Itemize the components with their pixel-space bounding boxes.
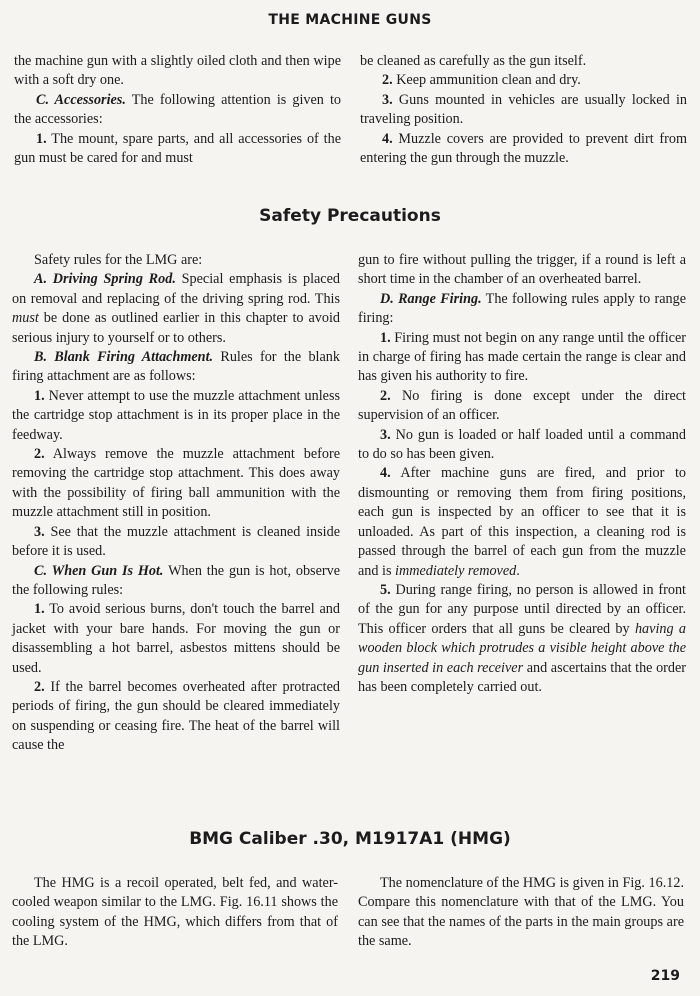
item-number: 2. <box>34 678 45 695</box>
item-number: 1. <box>34 601 45 618</box>
paragraph-text: Always remove the muzzle attachment before removing the cartridge stop attachment. This does away with the possibility of firing ball ammunition with the muzzle attachment still in position. <box>12 446 340 521</box>
paragraph-text: be done as outlined earlier in this chapter to avoid serious injury to yourself or to others. <box>12 310 340 346</box>
top-right-column <box>360 52 687 168</box>
paragraph-text: Never attempt to use the muzzle attachment unless the cartridge stop attachment is in its proper place in the feedway. <box>12 387 340 443</box>
paragraph-text: be cleaned as carefully as the gun itself. <box>360 53 587 69</box>
paragraph-text: The nomenclature of the HMG is given in Fig. 16.12. Compare this nomenclature with that of the LMG. You can see that the names of the parts in the main groups are the same. <box>358 875 684 950</box>
emphasis-text: having a wooden block which protrudes a visible height above the gun inserted in each receiver <box>358 620 686 676</box>
numbered-item <box>360 91 687 130</box>
numbered-item <box>358 426 686 465</box>
paragraph-text: During range firing, no person is allowed in front of the gun for any purpose until directed by an officer. This officer orders that all guns be cleared by <box>358 581 686 637</box>
paragraph-text: After machine guns are fired, and prior to dismounting or removing them from firing positions, each gun is inspected by an officer to see that it is unloaded. As part of this inspection, a cleaning rod is passed through the barrel of each gun from the muzzle and is <box>358 465 686 579</box>
subsection-heading: C. When Gun Is Hot. <box>34 562 164 579</box>
paragraph-text: Special emphasis is placed on removal and replacing of the driving spring rod. This <box>12 271 340 307</box>
subsection-paragraph <box>12 562 340 601</box>
paragraph-text: The mount, spare parts, and all accessories of the gun must be cared for and must <box>14 130 341 167</box>
subsection-heading: D. Range Firing. <box>380 290 482 307</box>
paragraph-text: No gun is loaded or half loaded until a command to do so has been given. <box>358 426 686 463</box>
item-number: 2. <box>380 387 391 404</box>
item-number: 4. <box>382 130 393 147</box>
paragraph-text: See that the muzzle attachment is cleaned inside before it is used. <box>12 523 340 560</box>
numbered-item <box>360 130 687 169</box>
subsection-heading: B. Blank Firing Attachment. <box>34 349 214 366</box>
top-left-column <box>14 52 341 168</box>
item-number: 3. <box>382 91 393 108</box>
item-number: 1. <box>34 387 45 404</box>
paragraph <box>12 874 338 952</box>
subsection-paragraph <box>358 290 686 329</box>
safety-left-column <box>12 251 340 756</box>
subsection-paragraph <box>12 270 340 348</box>
paragraph-continuation <box>14 52 341 91</box>
section-title-bmg: BMG Caliber .30, M1917A1 (HMG) <box>189 829 511 849</box>
paragraph-text: To avoid serious burns, don't touch the barrel and jacket with your bare hands. For moving the gun or disassembling a hot barrel, asbestos mittens should be used. <box>12 601 340 676</box>
numbered-item <box>12 445 340 523</box>
item-number: 1. <box>36 130 47 147</box>
item-number: 1. <box>380 329 391 346</box>
paragraph-text: No firing is done except under the direct supervision of an officer. <box>358 387 686 424</box>
numbered-item <box>358 387 686 426</box>
item-number: 4. <box>380 465 391 482</box>
emphasis-text: must <box>12 310 39 327</box>
numbered-item <box>358 329 686 387</box>
paragraph-text: The HMG is a recoil operated, belt fed, and water-cooled weapon similar to the LMG. Fig. 16.11 shows the cooling system of the HMG, which differs from that of the LMG. <box>12 875 338 950</box>
paragraph-continuation <box>360 52 687 71</box>
item-number: 2. <box>34 446 45 463</box>
subsection-paragraph <box>12 348 340 387</box>
paragraph-text: Safety rules for the LMG are: <box>34 252 203 268</box>
subsection-heading: A. Driving Spring Rod. <box>34 271 176 288</box>
bmg-left-column <box>12 874 338 952</box>
paragraph-continuation <box>358 251 686 290</box>
paragraph-text: Guns mounted in vehicles are usually locked in traveling position. <box>360 91 687 128</box>
subsection-paragraph <box>14 91 341 130</box>
paragraph-text: When the gun is hot, observe the following rules: <box>12 562 340 598</box>
numbered-item <box>12 523 340 562</box>
bmg-right-column <box>358 874 684 952</box>
subsection-heading: C. Accessories. <box>36 91 126 108</box>
paragraph-text: the machine gun with a slightly oiled cloth and then wipe with a soft dry one. <box>14 53 341 89</box>
numbered-item <box>12 387 340 445</box>
page-number: 219 <box>650 968 680 984</box>
section-title-safety-precautions: Safety Precautions <box>259 206 441 226</box>
paragraph-text: Firing must not begin on any range until the officer in charge of firing has made certain the range is clear and has given his authority to fire. <box>358 329 686 385</box>
paragraph-text: The following attention is given to the accessories: <box>14 91 341 128</box>
numbered-item <box>360 71 687 90</box>
paragraph-text: The following rules apply to range firing: <box>358 290 686 327</box>
paragraph-text: Keep ammunition clean and dry. <box>392 72 581 89</box>
item-number: 5. <box>380 581 391 598</box>
paragraph-text: and ascertains that the order has been completely carried out. <box>358 659 687 695</box>
safety-right-column <box>358 251 686 697</box>
numbered-item <box>12 600 340 678</box>
running-head: THE MACHINE GUNS <box>268 12 432 28</box>
emphasis-text: immediately removed <box>395 562 517 579</box>
paragraph-text: If the barrel becomes overheated after protracted periods of firing, the gun should be cleared immediately on suspending or ceasing fire. The heat of the barrel will cause the <box>12 678 340 754</box>
paragraph-text: Rules for the blank firing attachment are as follows: <box>12 349 340 385</box>
paragraph <box>358 874 684 952</box>
paragraph <box>12 251 340 270</box>
item-number: 3. <box>380 426 391 443</box>
numbered-item <box>358 581 686 697</box>
paragraph-text: Muzzle covers are provided to prevent dirt from entering the gun through the muzzle. <box>360 130 687 167</box>
numbered-item <box>358 464 686 580</box>
paragraph-text: gun to fire without pulling the trigger, if a round is left a short time in the chamber of an overheated barrel. <box>358 252 686 288</box>
numbered-item <box>12 678 340 756</box>
paragraph-text: . <box>516 562 520 579</box>
numbered-item <box>14 130 341 169</box>
item-number: 3. <box>34 523 45 540</box>
item-number: 2. <box>382 72 393 89</box>
